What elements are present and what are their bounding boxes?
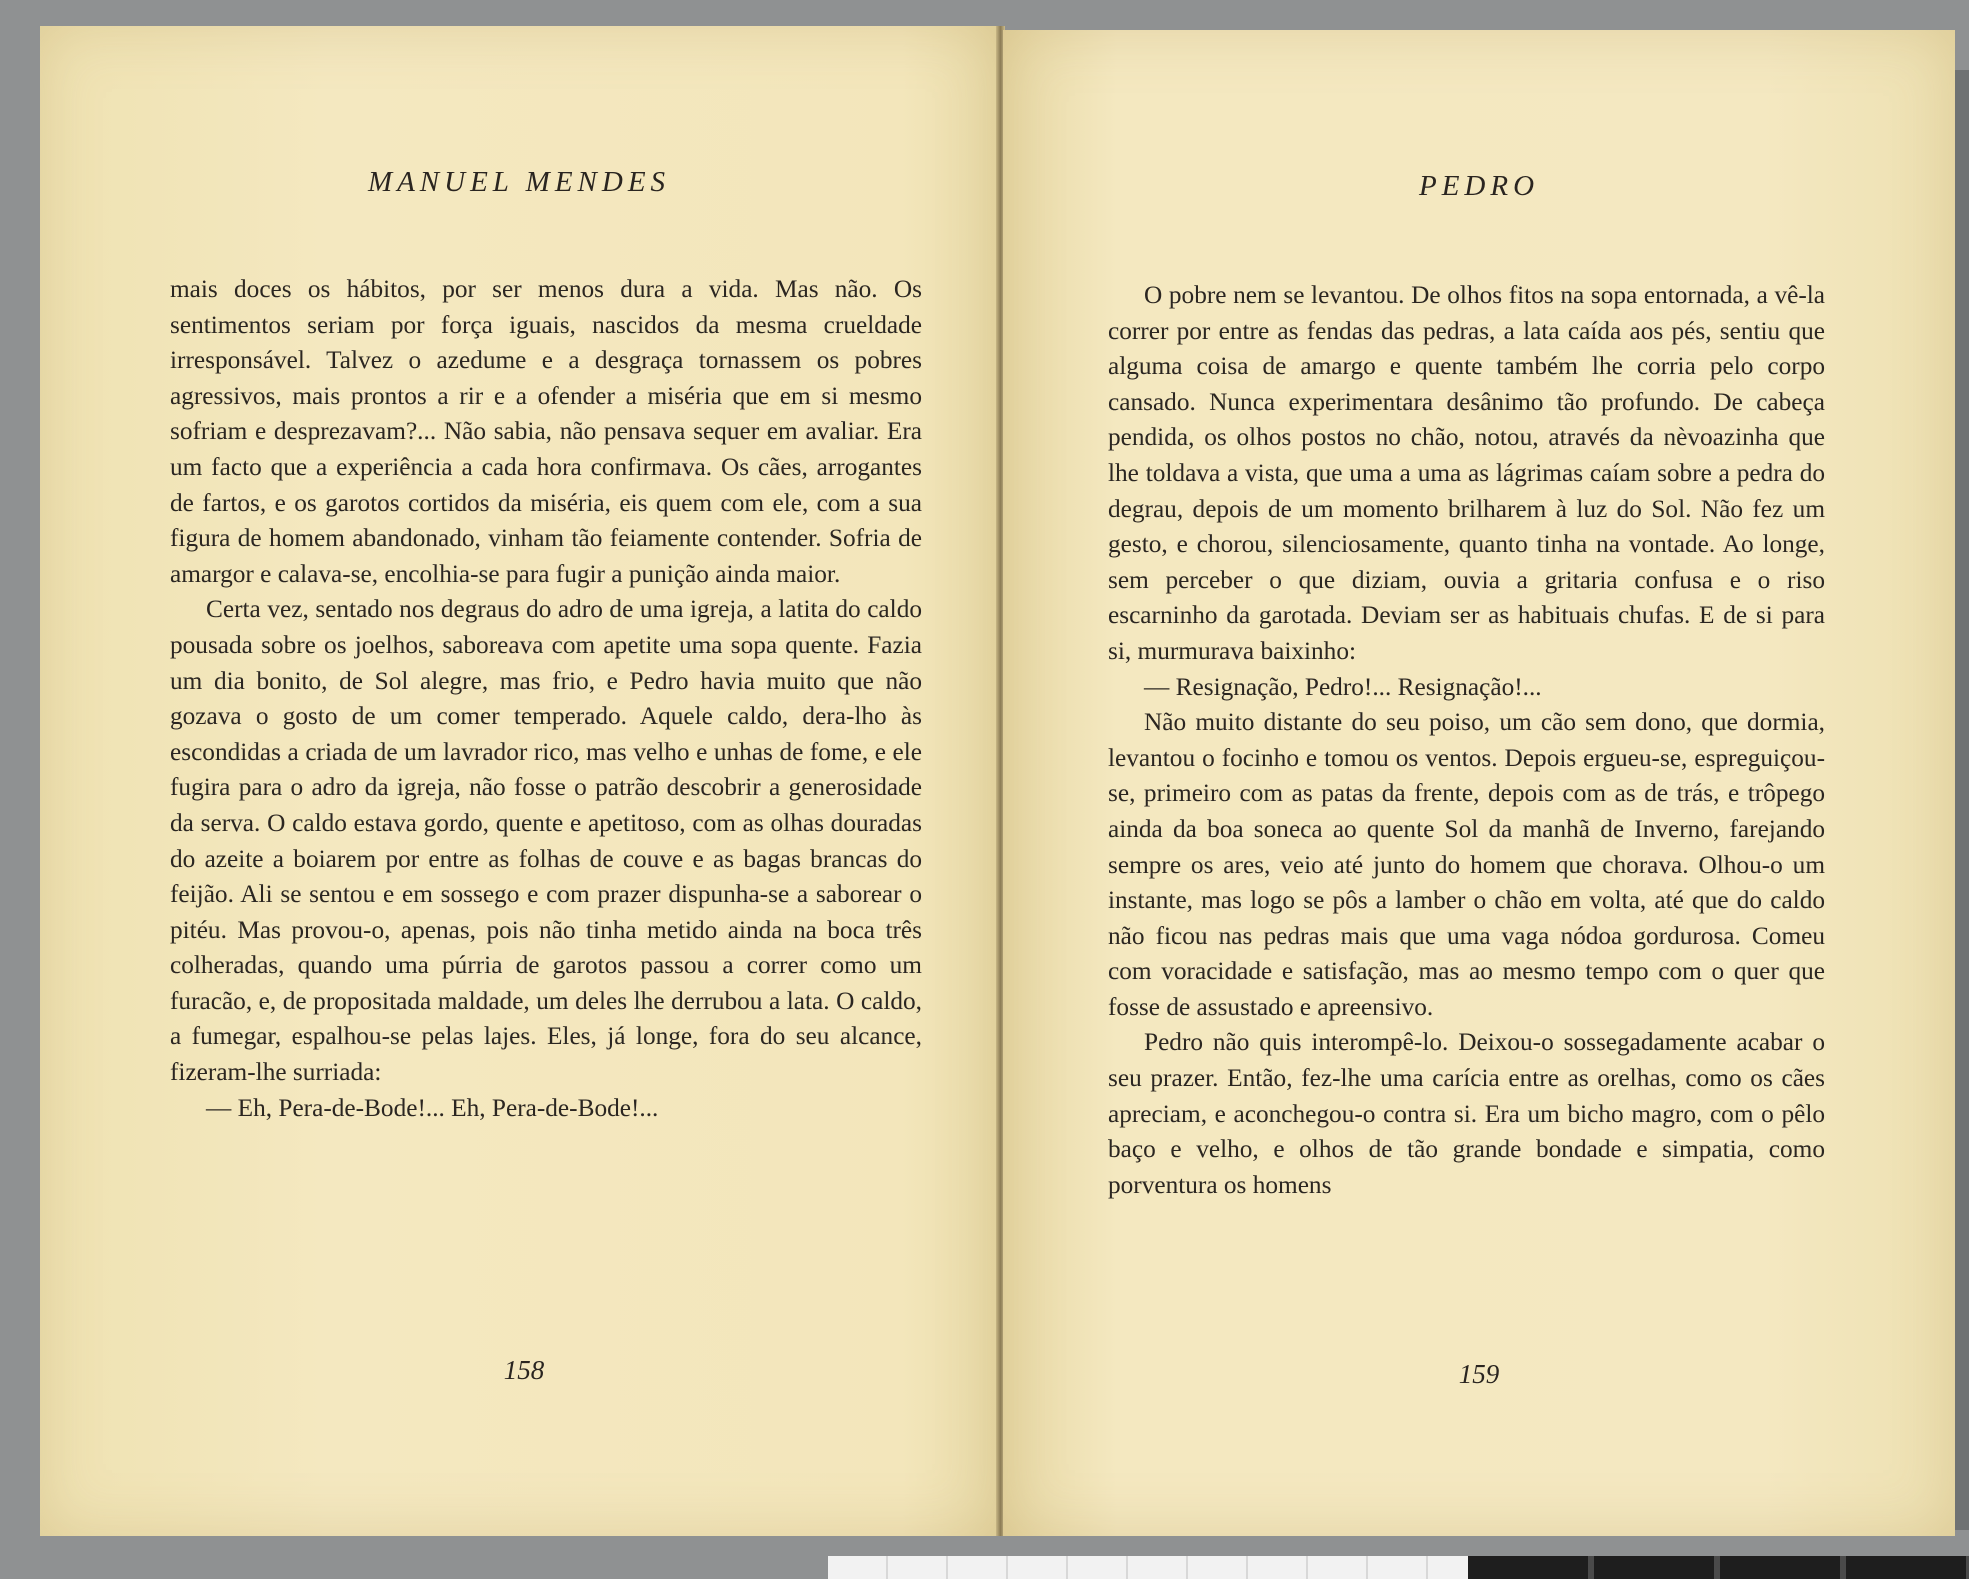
scale-ruler bbox=[828, 1556, 1969, 1579]
scan-holder-edge bbox=[1955, 70, 1969, 1530]
paragraph: Pedro não quis interompê-lo. Deixou-o sossegadamente acabar o seu prazer. Então, fez-lhe uma carícia entre as orelhas, como os cães apreciam, e aconchegou-o contra si. Era um bicho magro, com o pêlo baço e velho, e olhos de tão grande bondade e simpatia, como porventura os homens bbox=[1108, 1028, 1825, 1199]
dialogue-line: — Resignação, Pedro!... Resignação!... bbox=[1144, 672, 1542, 701]
paragraph: O pobre nem se levantou. De olhos fitos na sopa entornada, a vê-la correr por entre as fendas das pedras, a lata caída aos pés, sentiu que alguma coisa de amargo e quente também lhe corria pelo corpo cansado. Nunca experimentara desânimo tão profundo. De cabeça pendida, os olhos postos no chão, notou, através da nèvoazinha que lhe toldava a vista, que uma a uma as lágrimas caíam sobre a pedra do degrau, depois de um momento brilharem à luz do Sol. Não fez um gesto, e chorou, silenciosamente, quanto tinha na vontade. Ao longe, sem perceber o que diziam, ouvia a gritaria confusa e o riso escarninho da garotada. Deviam ser as habituais chufas. E de si para si, murmurava baixinho: bbox=[1108, 281, 1825, 665]
paragraph: mais doces os hábitos, por ser menos dura a vida. Mas não. Os sentimentos seriam por força iguais, nascidos da mesma crueldade irresponsável. Talvez o azedume e a desgraça tornassem os pobres agressivos, mais prontos a rir e a ofender a miséria que em si mesmo sofriam e desprezavam?... Não sabia, não pensava sequer em avaliar. Era um facto que a experiência a cada hora confirmava. Os cães, arrogantes de fartos, e os garotos cortidos da miséria, eis quem com ele, com a sua figura de homem abandonado, vinham tão feiamente contender. Sofria de amargor e calava-se, encolhia-se para fugir a punição ainda maior. bbox=[170, 275, 922, 588]
page-number: 159 bbox=[1458, 1359, 1500, 1389]
dialogue-line: — Eh, Pera-de-Bode!... Eh, Pera-de-Bode!... bbox=[206, 1093, 659, 1122]
right-page bbox=[1003, 30, 1955, 1536]
running-head-author: MANUEL MENDES bbox=[367, 166, 671, 198]
left-page bbox=[40, 26, 998, 1536]
page-number: 158 bbox=[503, 1355, 545, 1385]
scale-ruler-dark-segment bbox=[1468, 1556, 1969, 1579]
running-head-title: PEDRO bbox=[1418, 170, 1540, 202]
paragraph: Certa vez, sentado nos degraus do adro de uma igreja, a latita do caldo pousada sobre os joelhos, saboreava com apetite uma sopa quente. Fazia um dia bonito, de Sol alegre, mas frio, e Pedro havia muito que não gozava o gosto de um comer temperado. Aquele caldo, dera-lho às escondidas a criada de um lavrador rico, mas velho e unhas de fome, e ele fugira para o adro da igreja, não fosse o patrão descobrir a generosidade da serva. O caldo estava gordo, quente e apetitoso, com as olhas douradas do azeite a boiarem por entre as folhas de couve e as bagas brancas do feijão. Ali se sentou e em sossego e com prazer dispunha-se a saborear o pitéu. Mas provou-o, apenas, pois não tinha metido ainda na boca três colheradas, quando uma púrria de garotos passou a correr como um furacão, e, de propositada maldade, um deles lhe derrubou a lata. O caldo, a fumegar, espalhou-se pelas lajes. Eles, já longe, fora do seu alcance, fizeram-lhe surriada: bbox=[170, 595, 922, 1087]
right-page-body bbox=[1108, 278, 1825, 1203]
left-page-body bbox=[170, 272, 922, 1126]
paragraph: Não muito distante do seu poiso, um cão sem dono, que dormia, levantou o focinho e tomou os ventos. Depois ergueu-se, espreguiçou-se, primeiro com as patas da frente, depois com as de trás, e trôpego ainda da boa soneca ao quente Sol da manhã de Inverno, farejando sempre os ares, veio até junto do homem que chorava. Olhou-o um instante, mas logo se pôs a lamber o chão em volta, até que do caldo não ficou nas pedras mais que uma vaga nódoa gordurosa. Comeu com voracidade e satisfação, mas ao mesmo tempo com o quer que fosse de assustado e apreensivo. bbox=[1108, 708, 1825, 1021]
